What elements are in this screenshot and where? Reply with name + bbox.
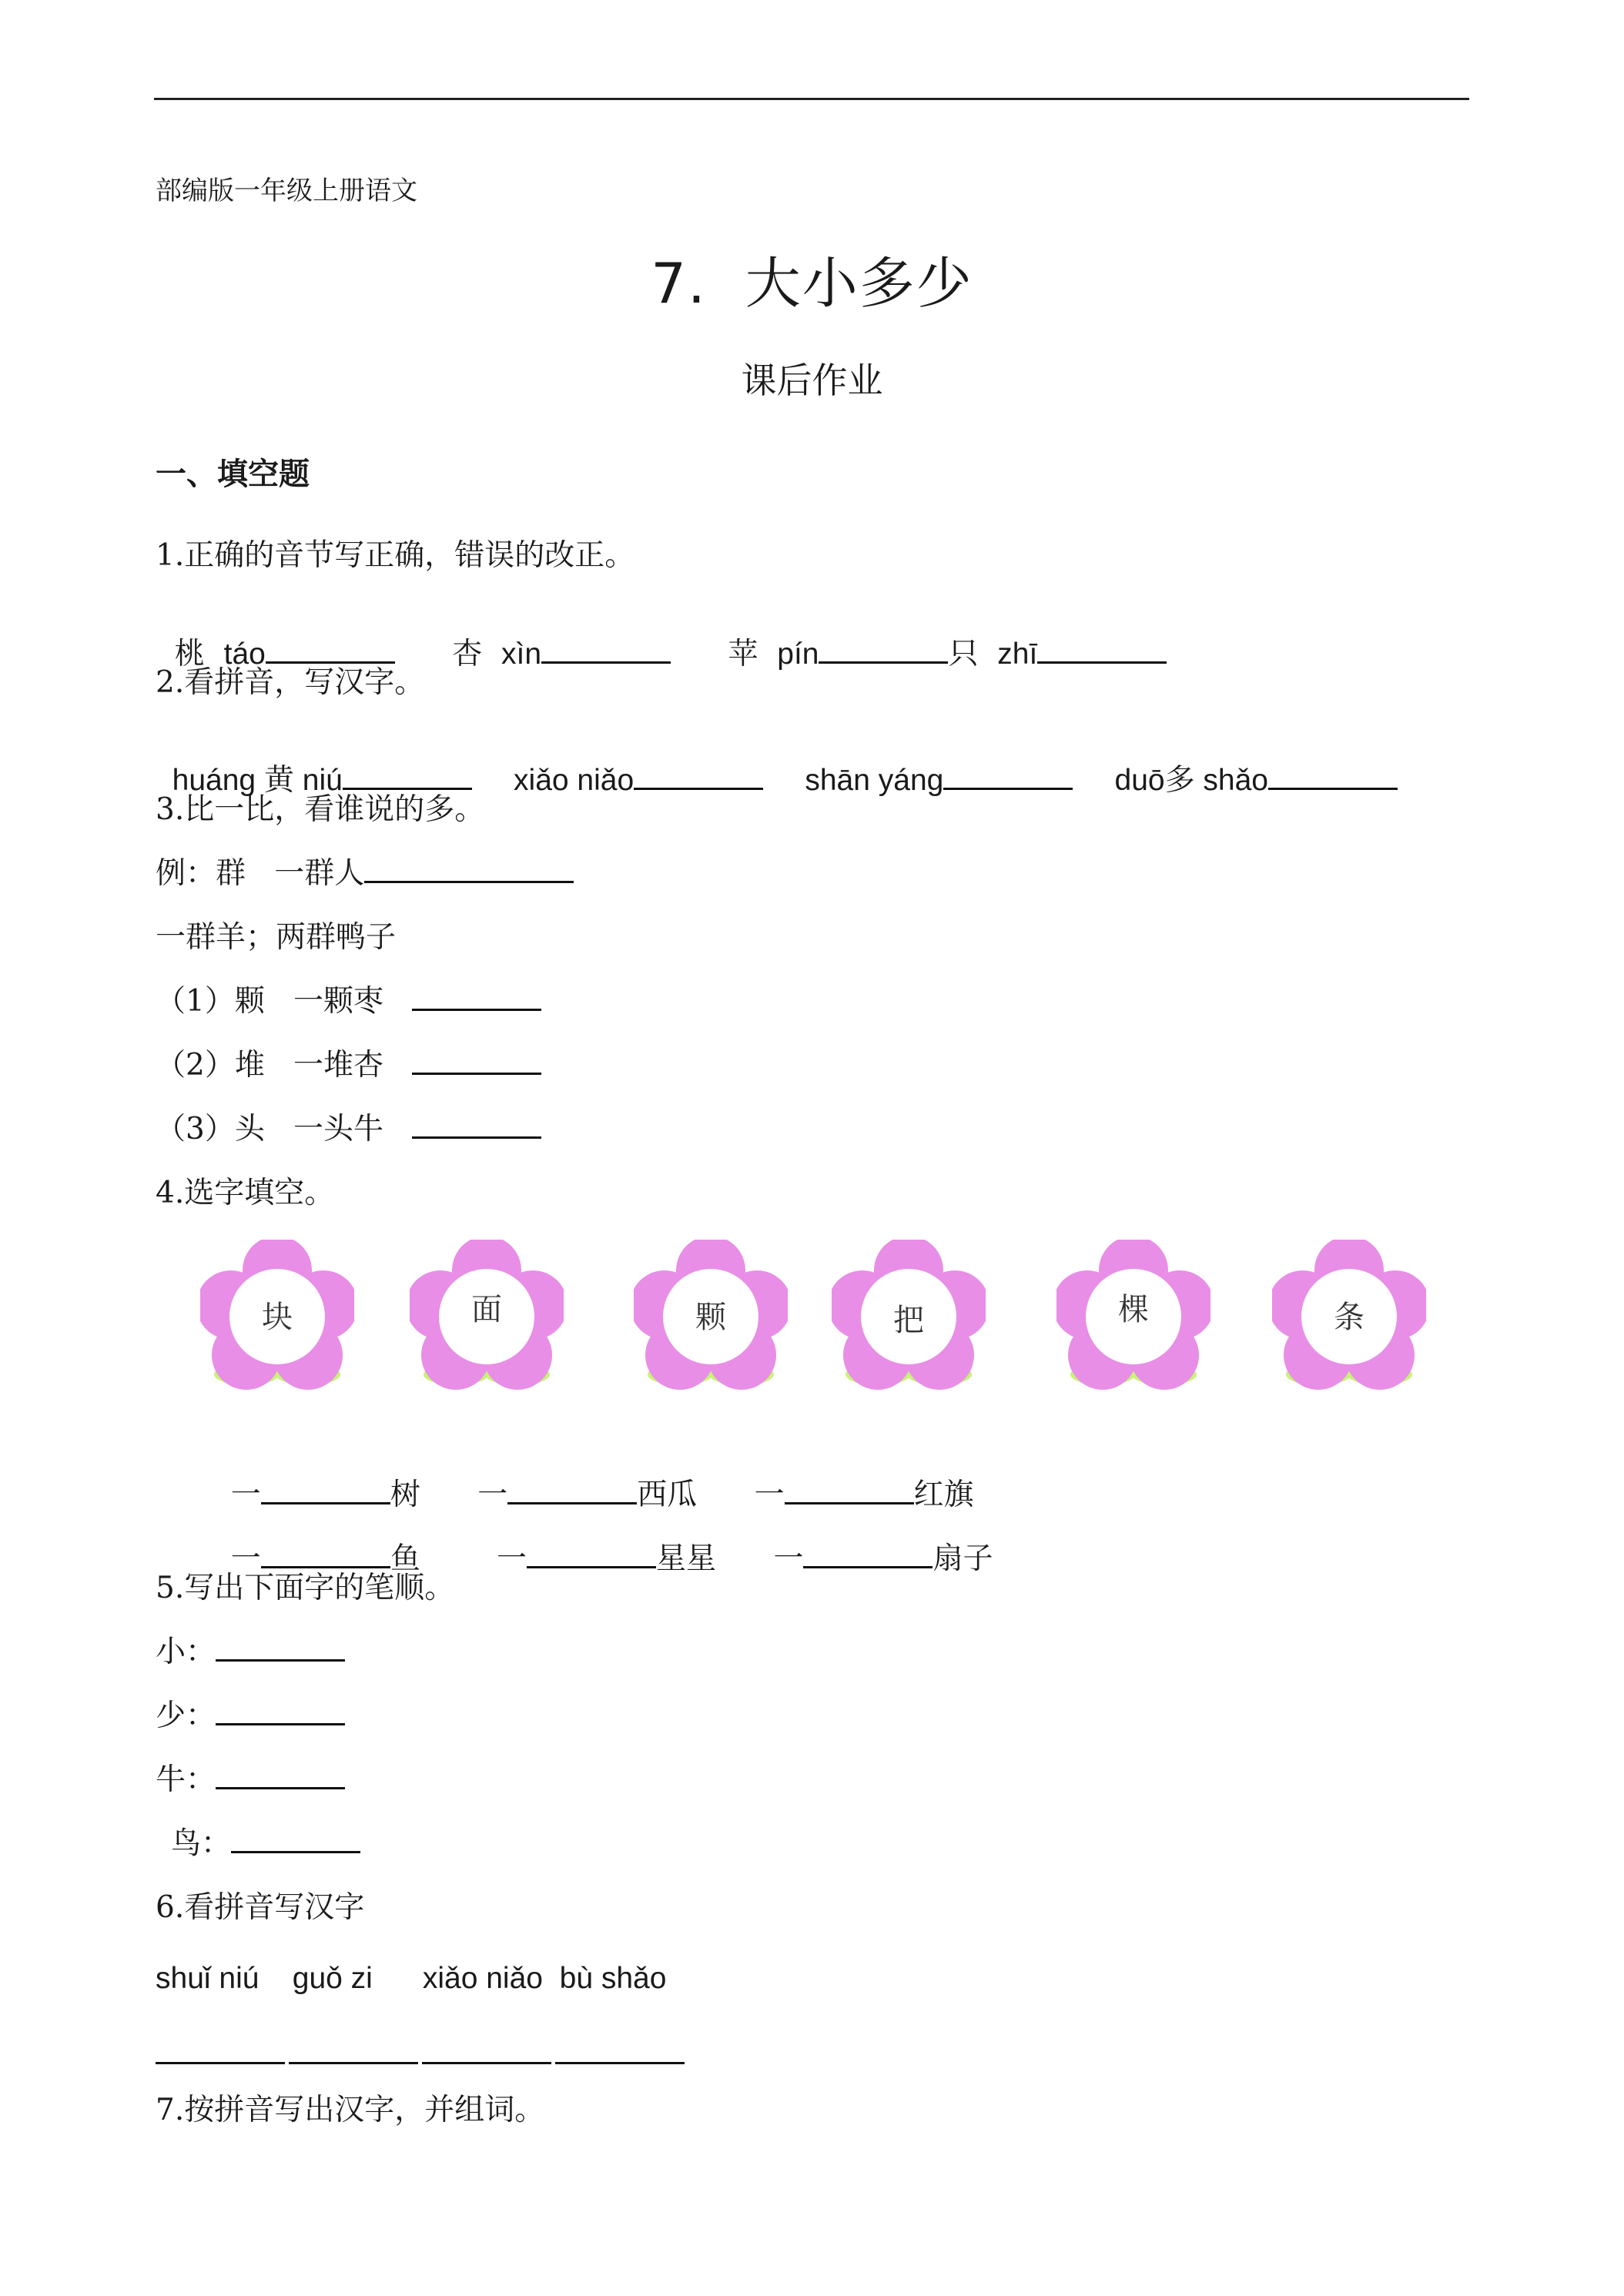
flower-char: 块 bbox=[262, 1300, 293, 1335]
page-title: 7. 大小多少 bbox=[651, 251, 973, 316]
flower-option[interactable] bbox=[200, 1240, 354, 1394]
q2-item: duō多 shǎo bbox=[1115, 764, 1398, 797]
flower-char: 颗 bbox=[695, 1300, 726, 1335]
header-rule bbox=[154, 98, 1469, 100]
flower-char: 把 bbox=[893, 1303, 924, 1338]
q2-item: xiǎo niǎo bbox=[514, 764, 763, 797]
q1-prompt: 1.正确的音节写正确，错误的改正。 bbox=[156, 538, 635, 573]
q6-blank[interactable] bbox=[422, 2062, 551, 2064]
q6-blank[interactable] bbox=[156, 2062, 285, 2064]
q4-item: 一 鱼 bbox=[231, 1541, 420, 1576]
q3-example-answer: 一群羊；两群鸭子 bbox=[156, 920, 397, 955]
q5-prompt: 5.写出下面字的笔顺。 bbox=[156, 1571, 455, 1605]
flower-option[interactable] bbox=[832, 1240, 986, 1394]
book-subtitle: 部编版一年级上册语文 bbox=[156, 176, 417, 206]
q1-item: 杏 xìn bbox=[452, 637, 671, 671]
flower-option[interactable] bbox=[634, 1240, 788, 1394]
q1-blank[interactable] bbox=[819, 634, 948, 664]
q4-blank[interactable] bbox=[803, 1538, 933, 1568]
q2-prompt: 2.看拼音，写汉字。 bbox=[156, 665, 425, 700]
q1-item: 桃 táo bbox=[175, 637, 395, 671]
q3-blank[interactable] bbox=[412, 1109, 541, 1139]
q3-example: 例：群 一群人 bbox=[156, 849, 574, 892]
q6-blank[interactable] bbox=[289, 2062, 418, 2064]
q4-prompt: 4.选字填空。 bbox=[156, 1176, 335, 1210]
q4-item: 一 树 bbox=[231, 1478, 420, 1512]
q2-item: huáng 黄 niú bbox=[172, 764, 472, 797]
flower-option[interactable] bbox=[1056, 1240, 1210, 1394]
flower-char: 面 bbox=[471, 1292, 502, 1327]
q3-item: （2）堆 一堆杏 bbox=[156, 1041, 541, 1084]
page-subtitle: 课后作业 bbox=[741, 360, 883, 401]
flower-char: 条 bbox=[1334, 1300, 1364, 1335]
q1-blank[interactable] bbox=[1037, 634, 1167, 664]
q5-blank[interactable] bbox=[216, 1632, 345, 1662]
q4-blank[interactable] bbox=[527, 1538, 656, 1568]
q5-item: 小： bbox=[156, 1628, 345, 1671]
q7-prompt: 7.按拼音写出汉字，并组词。 bbox=[156, 2093, 545, 2127]
q3-blank[interactable] bbox=[412, 981, 541, 1011]
q4-item: 一 西瓜 bbox=[477, 1478, 697, 1512]
q4-item: 一 星星 bbox=[497, 1541, 716, 1576]
q4-item: 一 红旗 bbox=[755, 1478, 974, 1512]
q1-item: 苹 pín bbox=[728, 637, 948, 671]
q2-blank[interactable] bbox=[943, 760, 1073, 790]
q3-blank[interactable] bbox=[412, 1045, 541, 1075]
flower-options bbox=[200, 1240, 1448, 1417]
q2-item: shān yáng bbox=[805, 764, 1073, 797]
q5-blank[interactable] bbox=[216, 1759, 345, 1789]
q3-example-blank[interactable] bbox=[364, 853, 574, 883]
q5-blank[interactable] bbox=[231, 1823, 360, 1853]
q5-item: 少： bbox=[156, 1692, 345, 1735]
q5-blank[interactable] bbox=[216, 1695, 345, 1725]
q3-prompt: 3.比一比，看谁说的多。 bbox=[156, 792, 485, 827]
q3-item: （3）头 一头牛 bbox=[156, 1105, 541, 1148]
q5-item: 牛： bbox=[156, 1755, 345, 1799]
q2-blank[interactable] bbox=[634, 760, 763, 790]
q1-blank[interactable] bbox=[541, 634, 671, 664]
q5-item: 鸟： bbox=[171, 1819, 360, 1863]
flower-option[interactable] bbox=[1272, 1240, 1426, 1394]
flower-char: 棵 bbox=[1118, 1292, 1149, 1327]
q4-item: 一 扇子 bbox=[773, 1541, 993, 1576]
q1-item: 只 zhī bbox=[948, 637, 1167, 671]
q3-item: （1）颗 一颗枣 bbox=[156, 977, 541, 1020]
section-heading: 一、填空题 bbox=[156, 457, 310, 492]
q2-blank[interactable] bbox=[1268, 760, 1398, 790]
q6-prompt: 6.看拼音写汉字 bbox=[156, 1890, 365, 1925]
q6-blank[interactable] bbox=[555, 2062, 685, 2064]
q6-pinyin: shuǐ niú guǒ zi xiǎo niǎo bù shǎo bbox=[156, 1962, 667, 1995]
flower-option[interactable] bbox=[410, 1240, 564, 1394]
